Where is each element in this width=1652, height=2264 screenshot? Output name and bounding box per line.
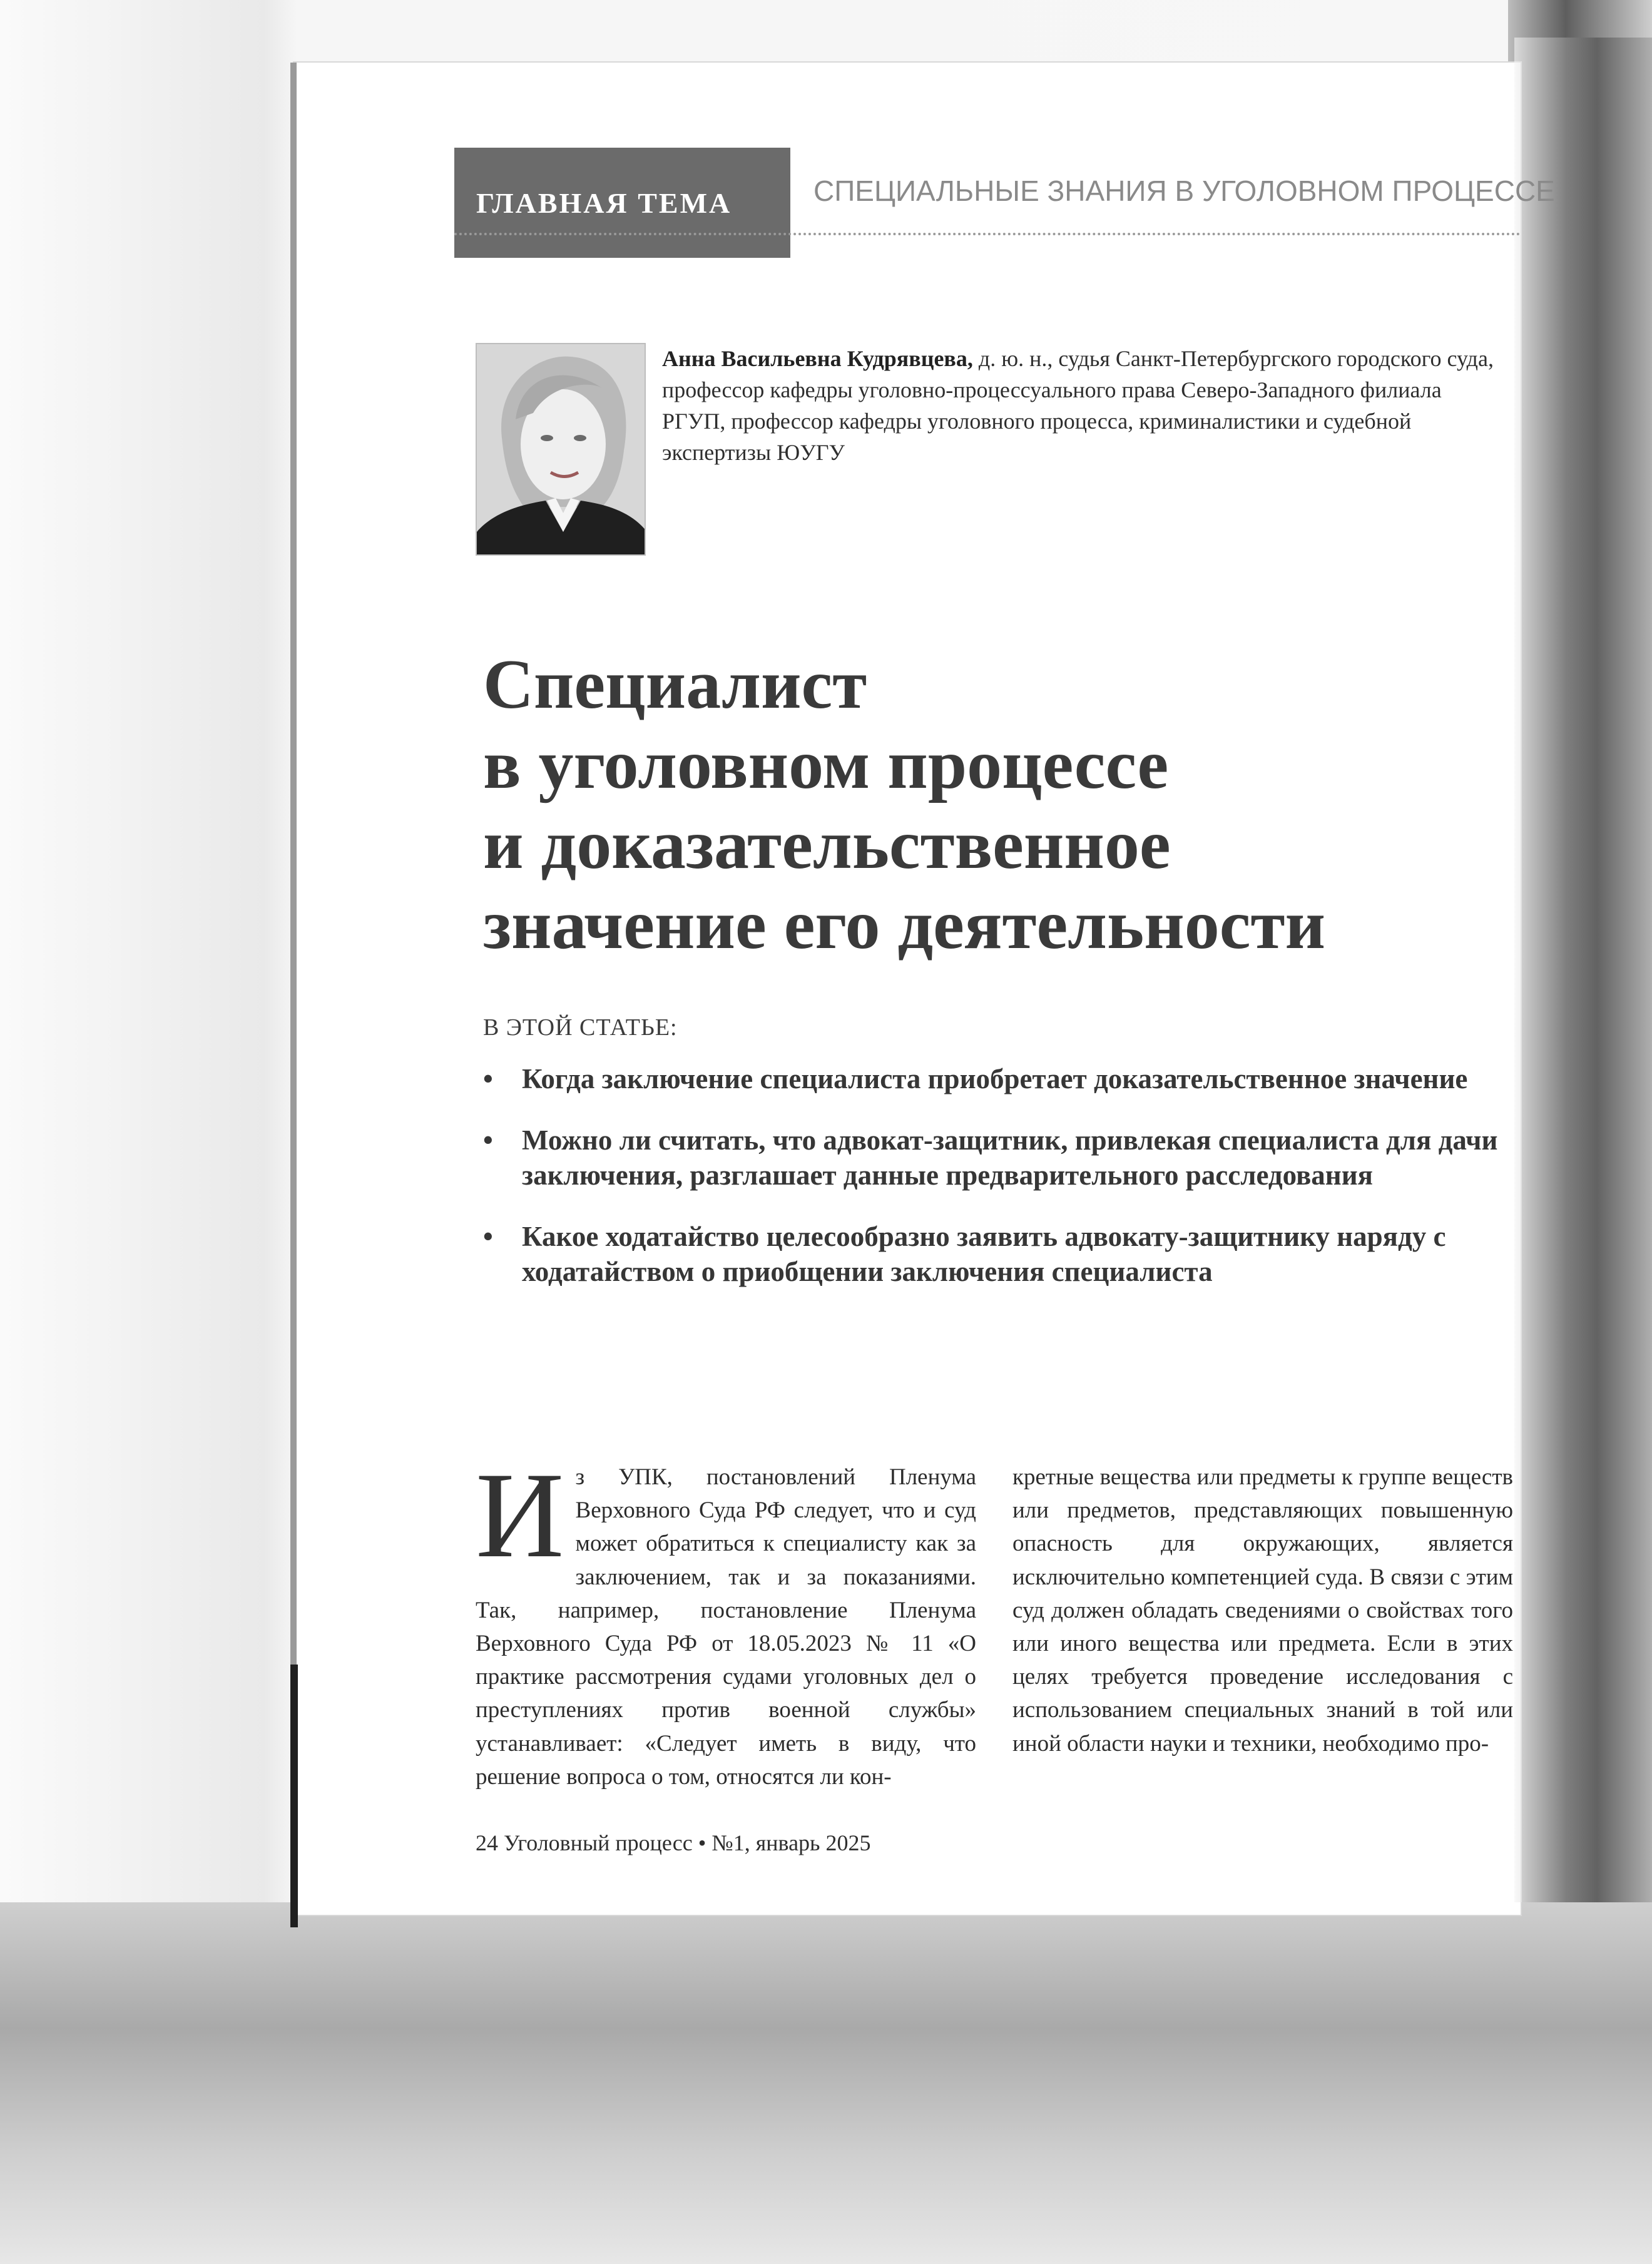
section-rubric: ГЛАВНАЯ ТЕМА <box>454 148 790 258</box>
author-description: д. ю. н., судья Санкт-Петербургского городского суда, профессор кафедры уголовно-процессуального права Северо-Западного филиала РГУП, профессор кафедры уголовного процесса, криминалистики и судебной экспертизы ЮУГУ <box>662 346 1494 465</box>
bullet-icon: • <box>483 1063 493 1094</box>
in-article-item <box>483 1219 1509 1289</box>
page-spine <box>290 63 297 1915</box>
author-info <box>662 343 1494 468</box>
in-article-list <box>483 1061 1509 1315</box>
in-article-item <box>483 1123 1509 1193</box>
adjacent-page-bleed <box>1514 38 1652 1902</box>
author-name: Анна Васильевна Кудрявцева, <box>662 346 973 371</box>
section-topic: СПЕЦИАЛЬНЫЕ ЗНАНИЯ В УГОЛОВНОМ ПРОЦЕССЕ <box>813 175 1555 207</box>
page-folio: 24 Уголовный процесс • №1, январь 2025 <box>476 1830 871 1855</box>
author-photo <box>476 343 646 556</box>
article-title-line: Специалист <box>483 646 867 723</box>
in-article-item <box>483 1061 1509 1096</box>
author-portrait-image <box>477 344 646 556</box>
body-column-right <box>1012 1461 1513 1760</box>
body-text: кретные вещества или предметы к группе веществ или предметов, представляющих повышенную опасность для окружающих, является исключительно компетенцией суда. В связи с этим суд должен обладать сведениями о свойствах того или иного вещества или предмета. Если в этих целях требуется проведение исследования с использованием специальных знаний в той или иной области науки и техники, необходимо про- <box>1012 1464 1513 1757</box>
body-column-left <box>476 1447 976 1793</box>
bullet-icon: • <box>483 1124 493 1156</box>
in-article-item-text: Какое ходатайство целесообразно заявить адвокату-защитнику наряду с ходатайством о приобщении заключения специалиста <box>522 1221 1446 1287</box>
article-title-line: и доказательственное <box>483 806 1171 884</box>
article-title-line: значение его деятельности <box>483 886 1326 964</box>
scan-shadow-bottom <box>0 1902 1652 2264</box>
drop-cap: И <box>476 1447 564 1583</box>
body-text: з УПК, постановлений Пленума Верховного Суда РФ следует, что и суд может обратиться к специалисту как за заключением, так и за показаниями. Так, например, постановление Пленума Верховного Суда РФ от 18.05.2023 № 11 «О практике рассмотрения судами уголовных дел о преступлениях против военной службы» устанавливает: «Следует иметь в виду, что решение вопроса о том, относятся ли кон- <box>476 1464 976 1790</box>
in-article-item-text: Можно ли считать, что адвокат-защитник, привлекая специалиста для дачи заключения, разглашает данные предварительного расследования <box>522 1124 1498 1191</box>
article-title <box>483 645 1497 965</box>
in-article-item-text: Когда заключение специалиста приобретает доказательственное значение <box>522 1063 1468 1094</box>
page-spine-edge <box>290 1665 298 1927</box>
bullet-icon: • <box>483 1221 493 1252</box>
article-title-line: в уголовном процессе <box>483 726 1169 803</box>
header-dotted-rule <box>454 233 1521 235</box>
in-article-heading: В ЭТОЙ СТАТЬЕ: <box>483 1014 678 1041</box>
